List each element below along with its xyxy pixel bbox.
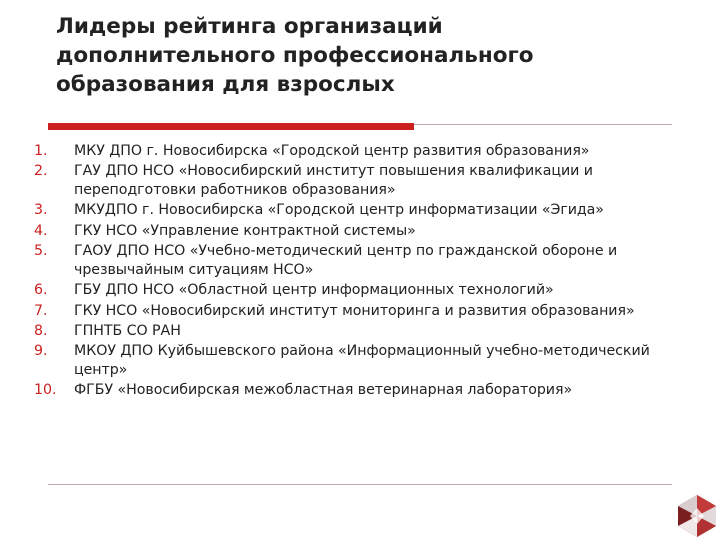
list-item xyxy=(34,222,694,241)
list-item xyxy=(34,281,694,300)
list-item xyxy=(34,142,694,161)
list-item-text: ГАОУ ДПО НСО «Учебно-методический центр по гражданской обороне и чрезвычайным ситуациям НСО» xyxy=(74,243,618,278)
title-line-1: Лидеры рейтинга организаций xyxy=(56,14,443,39)
list-item-number: 3. xyxy=(34,202,48,219)
list-item-text: ГКУ НСО «Новосибирский институт мониторинга и развития образования» xyxy=(74,302,635,319)
list-item-number: 10. xyxy=(34,382,57,399)
ranking-list xyxy=(34,142,694,402)
list-item xyxy=(34,201,694,220)
geometric-logo-icon xyxy=(676,494,718,538)
list-item-text: МКУ ДПО г. Новосибирска «Городской центр развития образования» xyxy=(74,143,590,159)
list-item xyxy=(34,342,694,379)
list-item-number: 6. xyxy=(34,282,48,299)
list-item-text: МКОУ ДПО Куйбышевского района «Информационный учебно-методический центр» xyxy=(74,343,650,378)
list-item-number: 8. xyxy=(34,322,48,339)
list-item xyxy=(34,302,694,321)
list-item-number: 7. xyxy=(34,302,48,319)
list-item-number: 5. xyxy=(34,243,48,260)
list-item-text: ГПНТБ СО РАН xyxy=(74,322,181,339)
list-item xyxy=(34,322,694,341)
list-item-text: ГБУ ДПО НСО «Областной центр информационных технологий» xyxy=(74,282,554,299)
list-item-text: ФГБУ «Новосибирская межобластная ветеринарная лаборатория» xyxy=(74,382,573,399)
title-line-2: дополнительного профессионального xyxy=(56,43,534,68)
accent-bar xyxy=(48,123,414,130)
list-item-number: 9. xyxy=(34,343,48,360)
list-item-text: ГАУ ДПО НСО «Новосибирский институт повышения квалификации и переподготовки работников образования» xyxy=(74,163,593,198)
title-line-3: образования для взрослых xyxy=(56,72,395,97)
list-item-number: 4. xyxy=(34,222,48,239)
bottom-divider xyxy=(48,484,672,485)
list-item-number: 2. xyxy=(34,163,48,180)
page-title xyxy=(56,12,676,99)
list-item-text: МКУДПО г. Новосибирска «Городской центр информатизации «Эгида» xyxy=(74,202,604,219)
list-item-number: 1. xyxy=(34,143,48,159)
list-item xyxy=(34,242,694,279)
list-item-text: ГКУ НСО «Управление контрактной системы» xyxy=(74,222,416,239)
list-item xyxy=(34,162,694,199)
list-item xyxy=(34,381,694,400)
